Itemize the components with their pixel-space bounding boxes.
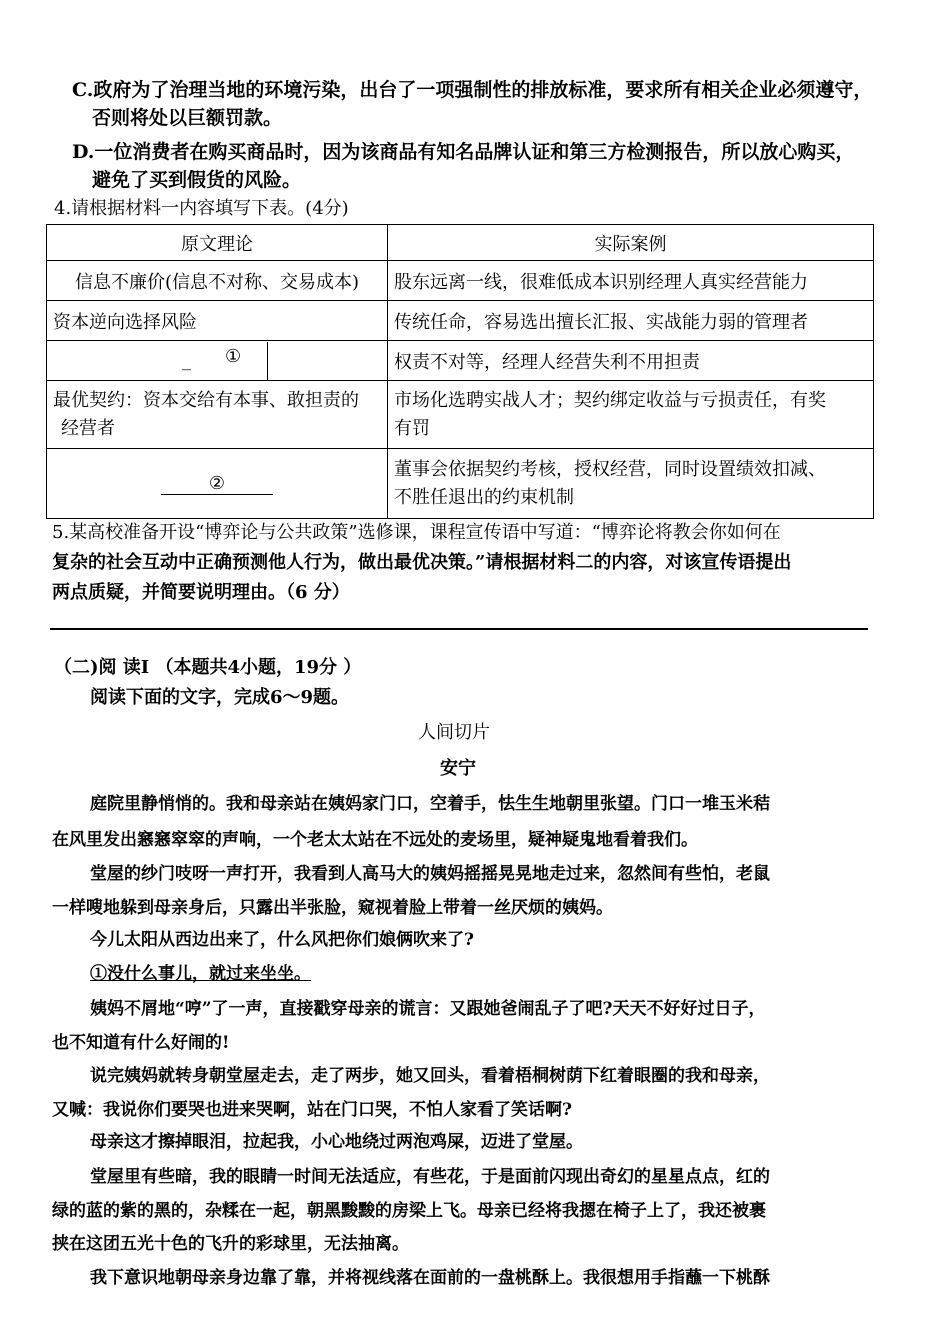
case-line: 不胜任退出的约束机制 xyxy=(394,486,574,508)
article-line: 堂屋里有些暗，我的眼睛一时间无法适应，有些花，于是面前闪现出奇幻的星星点点，红的 xyxy=(90,1167,770,1187)
article-line: 我下意识地朝母亲身边靠了靠，并将视线落在面前的一盘桃酥上。我很想用手指蘸一下桃酥 xyxy=(90,1268,770,1288)
theory-case-table xyxy=(46,224,874,519)
article-line: 绿的蓝的紫的黑的，杂糅在一起，朝黑黢黢的房梁上飞。母亲已经将我摁在椅子上了，我还被裹 xyxy=(52,1201,766,1221)
article-title: 人间切片 xyxy=(418,722,490,743)
theory-cell: 信息不廉价(信息不对称、交易成本) xyxy=(47,261,388,301)
option-c-line1: C.政府为了治理当地的环境污染，出台了一项强制性的排放标准，要求所有相关企业必须遵守， xyxy=(72,79,873,101)
section-instruction: 阅读下面的文字，完成6～9题。 xyxy=(90,687,350,708)
article-line: 在风里发出窸窸窣窣的声响，一个老太太站在不远处的麦场里，疑神疑鬼地看着我们。 xyxy=(52,830,698,850)
table-header-row xyxy=(47,225,874,261)
table-row xyxy=(47,261,874,301)
case-cell: 股东远离一线，很难低成本识别经理人真实经营能力 xyxy=(388,261,874,301)
question-4-prompt: 4.请根据材料一内容填写下表。(4分) xyxy=(54,198,349,219)
theory-blank-cell-1[interactable] xyxy=(47,341,388,381)
article-line-underlined: ①没什么事儿，就过来坐坐。 xyxy=(90,964,311,984)
article-line: 挟在这团五光十色的飞升的彩球里，无法抽离。 xyxy=(52,1234,409,1254)
blank-marker-1: ① xyxy=(225,345,242,367)
case-cell xyxy=(388,449,874,519)
table-row xyxy=(47,301,874,341)
article-line: 今儿太阳从西边出来了，什么风把你们娘俩吹来了? xyxy=(90,930,474,950)
article-line: 庭院里静悄悄的。我和母亲站在姨妈家门口，空着手，怯生生地朝里张望。门口一堆玉米秸 xyxy=(90,794,770,814)
theory-cell xyxy=(47,381,388,449)
option-d-line1: D.一位消费者在购买商品时，因为该商品有知名品牌认证和第三方检测报告，所以放心购买， xyxy=(72,141,855,163)
case-line: 市场化选聘实战人才；契约绑定收益与亏损责任，有奖 xyxy=(394,389,826,411)
question-5-line3: 两点质疑，并简要说明理由。（6 分） xyxy=(52,582,350,603)
article-line: 堂屋的纱门吱呀一声打开，我看到人高马大的姨妈摇摇晃晃地走过来，忽然间有些怕，老鼠 xyxy=(90,864,770,884)
section-heading: （二)阅 读I （本题共4小题，19分 ） xyxy=(54,657,362,678)
article-line: 也不知道有什么好闹的! xyxy=(52,1033,230,1053)
theory-line: 经营者 xyxy=(61,417,115,439)
case-cell: 权责不对等，经理人经营失利不用担责 xyxy=(388,341,874,381)
blank-prefix: _ xyxy=(182,349,191,371)
table-row xyxy=(47,381,874,449)
header-case: 实际案例 xyxy=(388,225,874,261)
case-cell xyxy=(388,381,874,449)
table-row xyxy=(47,341,874,381)
case-cell: 传统任命，容易选出擅长汇报、实战能力弱的管理者 xyxy=(388,301,874,341)
article-line: 又喊：我说你们要哭也进来哭啊，站在门口哭，不怕人家看了笑话啊? xyxy=(52,1100,572,1120)
option-c-line2: 否则将处以巨额罚款。 xyxy=(92,107,283,129)
header-theory: 原文理论 xyxy=(47,225,388,261)
theory-cell: 资本逆向选择风险 xyxy=(47,301,388,341)
case-line: 有罚 xyxy=(394,417,430,439)
question-5-line2: 复杂的社会互动中正确预测他人行为，做出最优决策。”请根据材料二的内容，对该宣传语提出 xyxy=(52,552,792,573)
case-line: 董事会依据契约考核，授权经营，同时设置绩效扣减、 xyxy=(394,458,826,480)
theory-blank-cell-2[interactable] xyxy=(47,449,388,519)
blank-marker-2: ② xyxy=(161,473,273,495)
article-line: 一样嗖地躲到母亲身后，只露出半张脸，窥视着脸上带着一丝厌烦的姨妈。 xyxy=(52,898,613,918)
article-line: 说完姨妈就转身朝堂屋走去，走了两步，她又回头，看着梧桐树荫下红着眼圈的我和母亲， xyxy=(90,1066,770,1086)
table-row xyxy=(47,449,874,519)
article-author: 安宁 xyxy=(440,758,476,779)
question-5-line1: 5.某高校准备开设“博弈论与公共政策”选修课，课程宣传语中写道：“博弈论将教会你如何在 xyxy=(52,522,781,543)
theory-line: 最优契约：资本交给有本事、敢担责的 xyxy=(53,389,359,411)
option-d-line2: 避免了买到假货的风险。 xyxy=(92,169,302,191)
answer-line-divider xyxy=(50,628,868,630)
article-line: 姨妈不屑地“哼”了一声，直接戳穿母亲的谎言：又跟她爸闹乱子了吧?天天不好好过日子， xyxy=(90,999,766,1019)
article-line: 母亲这才擦掉眼泪，拉起我，小心地绕过两泡鸡屎，迈进了堂屋。 xyxy=(90,1132,583,1152)
